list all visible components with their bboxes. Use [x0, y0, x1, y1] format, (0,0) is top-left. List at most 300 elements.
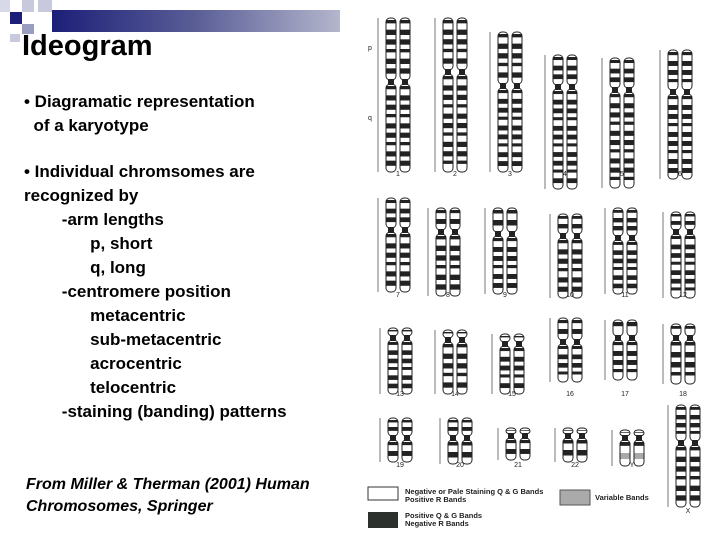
chromosome-label: X — [685, 508, 691, 515]
band — [437, 284, 446, 289]
band — [554, 126, 563, 131]
band — [513, 117, 522, 120]
band — [573, 240, 582, 243]
centromere — [555, 84, 561, 90]
band — [559, 268, 568, 271]
band — [625, 103, 634, 108]
legend-pale-label: Positive R Bands — [405, 495, 467, 504]
band — [573, 249, 582, 254]
band — [499, 134, 508, 139]
centromere — [516, 341, 522, 347]
band — [568, 143, 577, 146]
band — [611, 60, 620, 63]
band — [401, 86, 410, 89]
band — [513, 44, 522, 49]
centromere — [508, 433, 514, 439]
band — [672, 262, 681, 265]
band — [507, 430, 516, 431]
band — [521, 430, 530, 431]
bullet-line: sub-metacentric — [24, 330, 222, 349]
p-arm — [671, 324, 681, 336]
band — [387, 243, 396, 248]
band — [403, 442, 412, 445]
chromosome-22 — [555, 428, 587, 469]
band — [437, 236, 446, 239]
band — [672, 253, 681, 258]
band — [628, 267, 637, 270]
band — [554, 161, 563, 166]
band — [677, 457, 686, 462]
centromere — [522, 433, 528, 439]
band — [568, 135, 577, 140]
band — [499, 152, 508, 157]
band — [401, 142, 410, 145]
band — [387, 20, 396, 23]
band — [508, 256, 517, 261]
chromosome-1 — [378, 18, 410, 178]
legend — [368, 487, 649, 528]
band — [458, 123, 467, 128]
centromere — [445, 69, 451, 75]
band — [513, 72, 522, 77]
chromosome-19 — [380, 418, 412, 469]
band — [686, 342, 695, 346]
band — [499, 44, 508, 49]
band — [507, 449, 516, 454]
bullet-line: • Diagramatic representation — [24, 92, 255, 111]
band — [686, 221, 695, 225]
band — [559, 224, 568, 228]
band — [494, 238, 503, 241]
chromosome-8 — [428, 208, 460, 299]
band — [389, 359, 398, 364]
band — [578, 440, 587, 444]
band — [568, 178, 577, 183]
band — [611, 140, 620, 145]
arm-label-q: q — [368, 115, 372, 122]
band — [458, 30, 467, 35]
centromere — [626, 87, 632, 93]
band — [499, 126, 508, 131]
band — [387, 133, 396, 138]
centromere — [629, 335, 635, 341]
band — [501, 336, 510, 337]
centromere — [574, 339, 580, 345]
centromere — [692, 440, 698, 446]
band — [568, 170, 577, 173]
band — [403, 375, 412, 380]
band — [691, 457, 700, 462]
band — [501, 357, 510, 362]
band — [401, 161, 410, 166]
centromere — [629, 235, 635, 241]
band — [401, 253, 410, 258]
band — [625, 177, 634, 180]
chromosome-20 — [440, 418, 472, 469]
band — [625, 149, 634, 152]
band — [614, 351, 623, 356]
chromosome-4 — [545, 55, 577, 189]
legend-pale-label: Negative or Pale Staining Q & G Bands — [405, 487, 544, 496]
band — [387, 114, 396, 117]
band — [444, 58, 453, 63]
band — [554, 135, 563, 140]
band — [672, 352, 681, 358]
band — [444, 132, 453, 135]
centromere — [670, 89, 676, 95]
band — [611, 69, 620, 74]
centromere — [495, 231, 501, 237]
band — [403, 342, 412, 345]
band — [683, 132, 692, 137]
band — [508, 283, 517, 288]
band — [628, 351, 637, 356]
band — [463, 452, 472, 458]
band — [628, 342, 637, 345]
band — [625, 60, 634, 63]
band — [614, 259, 623, 264]
band — [513, 134, 522, 139]
band — [451, 210, 460, 213]
band — [449, 420, 458, 422]
band — [508, 210, 517, 214]
band — [677, 431, 686, 434]
centromere — [390, 335, 396, 341]
band — [611, 77, 620, 82]
band — [401, 209, 410, 214]
band — [573, 346, 582, 349]
centromere — [612, 87, 618, 93]
band — [573, 268, 582, 271]
band — [444, 20, 453, 23]
band — [401, 151, 410, 156]
chromosome-21 — [498, 428, 530, 469]
centromere — [450, 435, 456, 441]
bullet-line: • Individual chromsomes are — [24, 162, 255, 181]
band — [501, 348, 510, 351]
band — [691, 476, 700, 479]
chromosome-label: Y — [629, 462, 635, 469]
band — [669, 132, 678, 137]
band — [501, 374, 510, 377]
band — [401, 68, 410, 73]
band — [614, 267, 623, 270]
citation-line: Chromosomes, Springer — [26, 498, 213, 515]
band — [669, 159, 678, 164]
band — [554, 143, 563, 146]
band — [401, 271, 410, 276]
band — [499, 72, 508, 77]
band — [499, 53, 508, 58]
band — [513, 143, 522, 146]
band — [513, 63, 522, 66]
centromere — [388, 79, 394, 85]
band — [614, 210, 623, 213]
band — [677, 495, 686, 500]
band — [513, 90, 522, 93]
band — [611, 168, 620, 173]
band — [669, 168, 678, 173]
chromosome-label: 12 — [679, 292, 687, 299]
band — [389, 427, 398, 431]
band — [559, 355, 568, 360]
band — [625, 168, 634, 173]
chromosome-12 — [663, 212, 695, 299]
band — [458, 20, 467, 23]
band — [458, 49, 467, 52]
centromere — [459, 69, 465, 75]
band — [635, 453, 644, 459]
band — [683, 70, 692, 75]
band — [403, 384, 412, 389]
chromosome-2 — [435, 18, 467, 178]
band — [625, 69, 634, 74]
band — [513, 53, 522, 58]
band — [501, 366, 510, 371]
band — [387, 161, 396, 166]
band — [401, 30, 410, 35]
band — [554, 117, 563, 120]
chromosome-18 — [663, 324, 695, 398]
band — [463, 420, 472, 422]
band — [628, 259, 637, 264]
band — [401, 123, 410, 128]
chromosome-X — [668, 405, 700, 515]
band — [559, 320, 568, 323]
chromosome-label: 16 — [566, 391, 574, 398]
band — [387, 234, 396, 237]
band — [401, 217, 410, 222]
band — [515, 348, 524, 351]
band — [635, 442, 644, 446]
band — [628, 218, 637, 222]
band — [554, 152, 563, 157]
band — [437, 265, 446, 268]
band — [444, 39, 453, 44]
centromere — [615, 335, 621, 341]
band — [568, 57, 577, 60]
band — [458, 161, 467, 164]
centromere — [565, 433, 571, 439]
band — [458, 373, 467, 376]
band — [559, 240, 568, 243]
legend-dark-label: Positive Q & G Bands — [405, 511, 483, 520]
band — [389, 442, 398, 445]
band — [677, 466, 686, 471]
chromosome-3 — [490, 32, 522, 178]
band — [683, 52, 692, 55]
band — [568, 117, 577, 120]
p-arm — [500, 334, 510, 342]
centromere — [569, 84, 575, 90]
band — [387, 123, 396, 128]
band — [621, 432, 630, 433]
band — [494, 247, 503, 252]
band — [686, 214, 695, 216]
band — [672, 245, 681, 250]
band — [499, 34, 508, 37]
band — [401, 281, 410, 286]
band — [683, 123, 692, 126]
band — [444, 382, 453, 387]
band — [401, 243, 410, 248]
centromere — [404, 435, 410, 441]
chromosome-label: 1 — [396, 171, 400, 178]
band — [458, 95, 467, 100]
centromere — [574, 233, 580, 239]
band — [515, 357, 524, 362]
band — [669, 150, 678, 153]
band — [387, 217, 396, 222]
band — [451, 275, 460, 280]
band — [494, 220, 503, 226]
band — [672, 214, 681, 216]
p-arm — [443, 330, 453, 338]
chromosome-Y — [612, 430, 644, 469]
band — [611, 131, 620, 136]
band — [672, 236, 681, 239]
band — [686, 236, 695, 239]
band — [554, 100, 563, 105]
band — [686, 253, 695, 258]
band — [573, 277, 582, 282]
band — [564, 450, 573, 456]
band — [458, 332, 467, 333]
chromosome-label: 13 — [396, 391, 404, 398]
band — [625, 112, 634, 117]
centromere — [684, 89, 690, 95]
centromere — [404, 335, 410, 341]
band — [621, 453, 630, 459]
band — [614, 218, 623, 222]
band — [686, 262, 695, 265]
band — [444, 85, 453, 90]
citation-line: From Miller & Therman (2001) Human — [26, 476, 310, 493]
band — [686, 362, 695, 368]
band — [573, 216, 582, 219]
band — [628, 369, 637, 372]
band — [628, 250, 637, 255]
band — [387, 39, 396, 44]
band — [625, 77, 634, 82]
centromere — [459, 337, 465, 343]
band — [628, 284, 637, 289]
band — [401, 59, 410, 64]
band — [554, 91, 563, 94]
centromere — [402, 79, 408, 85]
chromosome-15 — [492, 334, 524, 398]
p-arm — [457, 330, 467, 338]
legend-variable-label: Variable Bands — [595, 493, 649, 502]
chromosome-7 — [378, 198, 410, 299]
band — [389, 367, 398, 370]
band — [458, 354, 467, 359]
band — [625, 131, 634, 136]
band — [494, 256, 503, 261]
band — [444, 344, 453, 347]
chromosome-label: 4 — [563, 171, 567, 178]
band — [401, 105, 410, 110]
band — [389, 451, 398, 456]
band — [389, 330, 398, 331]
band — [515, 366, 524, 371]
centromere — [514, 83, 520, 89]
band — [672, 362, 681, 368]
band — [691, 431, 700, 434]
bullet-line: q, long — [24, 258, 146, 277]
band — [573, 224, 582, 228]
legend-dark-swatch — [368, 512, 398, 528]
band — [513, 34, 522, 37]
band — [625, 140, 634, 145]
band — [568, 108, 577, 113]
band — [559, 277, 568, 282]
bullet-line: -staining (banding) patterns — [24, 402, 287, 421]
band — [683, 141, 692, 146]
band — [559, 372, 568, 375]
band — [444, 123, 453, 128]
band — [625, 158, 634, 163]
band — [691, 486, 700, 491]
band — [568, 66, 577, 71]
band — [559, 259, 568, 264]
band — [494, 283, 503, 288]
band — [669, 123, 678, 126]
band — [401, 39, 410, 44]
slide-title: Ideogram — [22, 30, 153, 62]
band — [458, 104, 467, 107]
band — [614, 322, 623, 326]
band — [451, 265, 460, 268]
band — [444, 142, 453, 147]
band — [564, 440, 573, 444]
chromosome-10 — [550, 214, 582, 299]
chromosome-label: 5 — [620, 171, 624, 178]
band — [554, 108, 563, 113]
band — [669, 52, 678, 55]
band — [458, 58, 467, 63]
centromere — [390, 435, 396, 441]
band — [672, 326, 681, 329]
band — [672, 287, 681, 290]
band — [611, 103, 620, 108]
band — [401, 114, 410, 117]
band — [691, 407, 700, 410]
band — [437, 275, 446, 280]
band — [444, 161, 453, 164]
centromere — [615, 235, 621, 241]
bullet-line: telocentric — [24, 378, 177, 397]
band — [611, 177, 620, 180]
band — [677, 447, 686, 450]
band — [494, 210, 503, 214]
band — [686, 352, 695, 358]
chromosome-label: 15 — [508, 391, 516, 398]
band — [507, 440, 516, 443]
band — [451, 236, 460, 239]
band — [686, 270, 695, 275]
band — [387, 151, 396, 156]
band — [568, 74, 577, 79]
band — [672, 342, 681, 346]
centromere — [673, 229, 679, 235]
band — [554, 170, 563, 173]
band — [672, 372, 681, 376]
bullet-line: acrocentric — [24, 354, 182, 373]
chromosome-label: 22 — [571, 462, 579, 469]
band — [444, 76, 453, 79]
band — [387, 253, 396, 258]
